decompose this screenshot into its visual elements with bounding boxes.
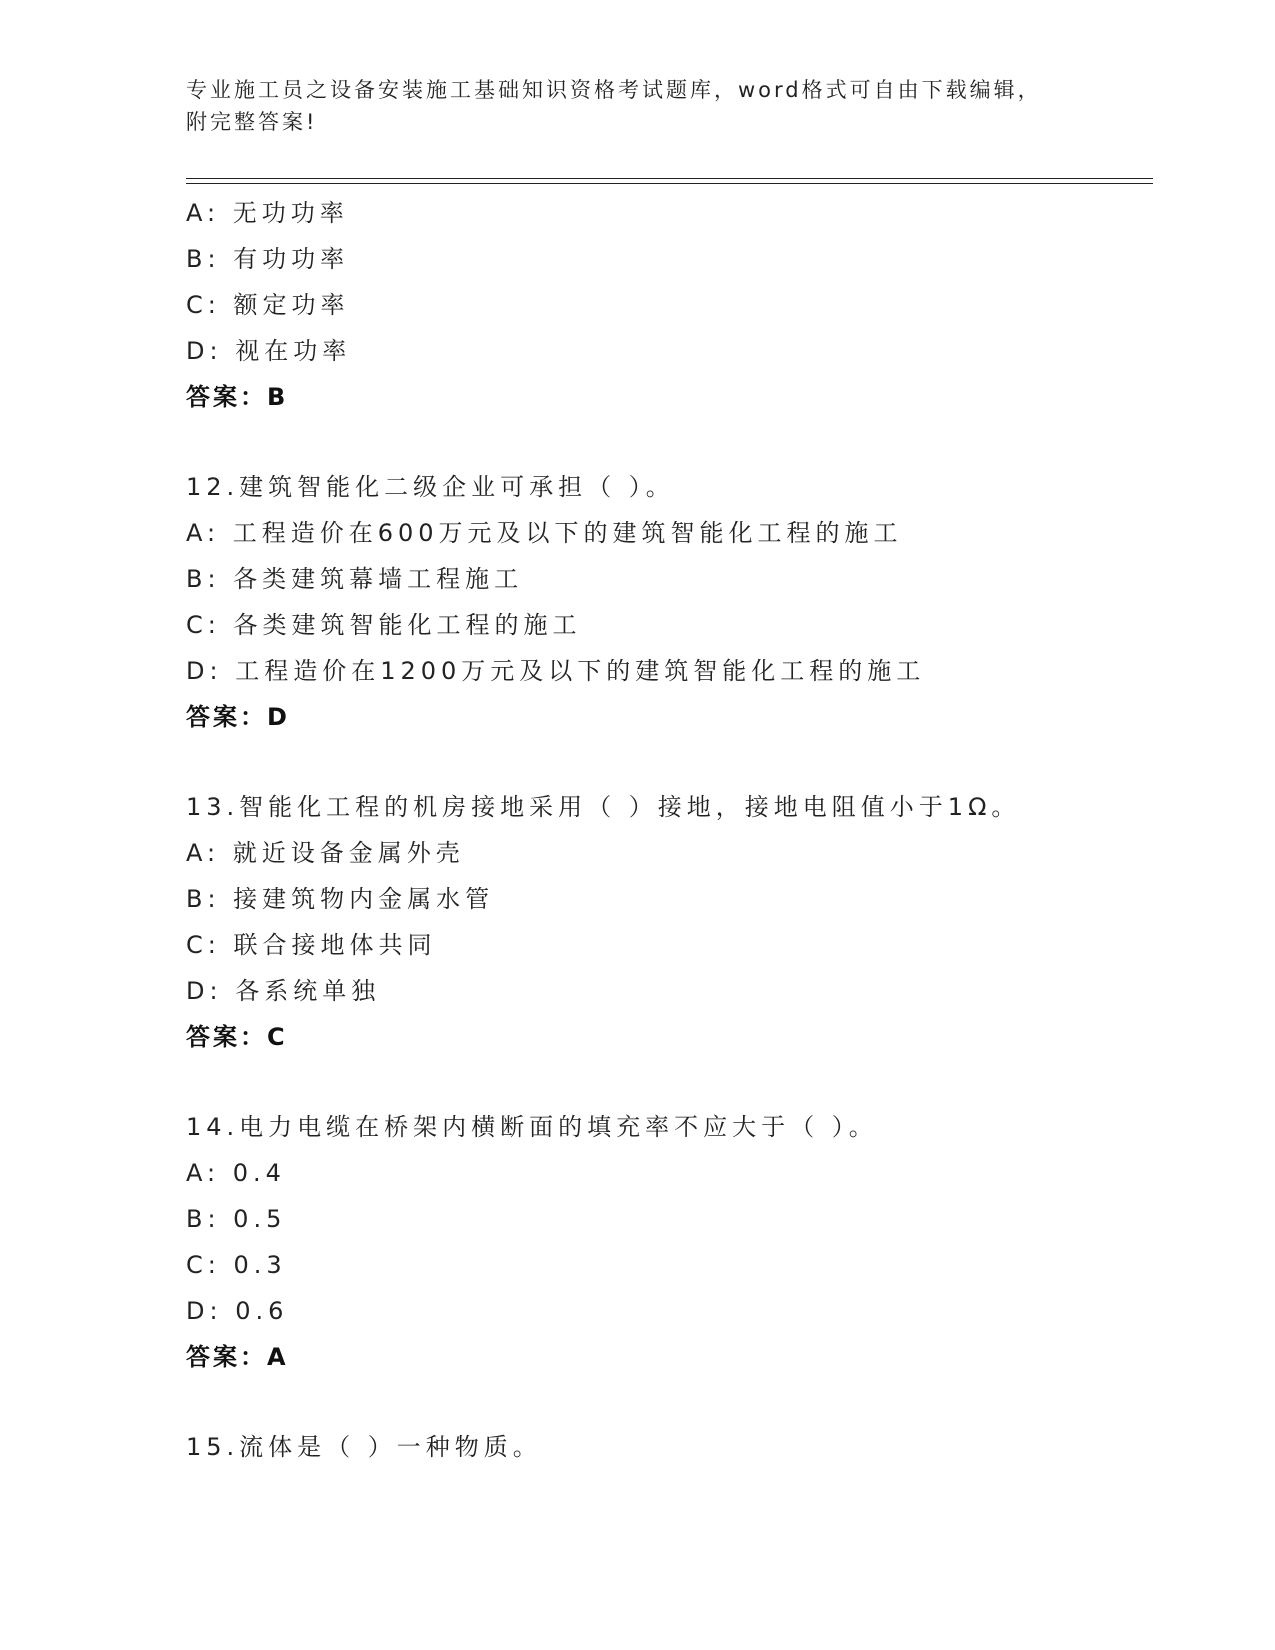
option-d: D: 0.6	[186, 1297, 289, 1325]
option-c: C: 联合接地体共同	[186, 931, 437, 959]
option-d: D: 工程造价在1200万元及以下的建筑智能化工程的施工	[186, 657, 926, 685]
question-14	[186, 1104, 1146, 1380]
answer: 答案：C	[186, 1023, 288, 1051]
spacer	[186, 1380, 1146, 1424]
header-line-2: 附完整答案!	[186, 110, 318, 134]
option-a: A: 就近设备金属外壳	[186, 839, 465, 867]
answer: 答案：B	[186, 383, 289, 411]
option-a: A: 工程造价在600万元及以下的建筑智能化工程的施工	[186, 519, 903, 547]
spacer	[186, 420, 1146, 464]
option-a: A: 0.4	[186, 1159, 286, 1187]
option-c: C: 各类建筑智能化工程的施工	[186, 611, 582, 639]
option-b: B: 接建筑物内金属水管	[186, 885, 495, 913]
question-list	[186, 190, 1146, 1470]
question-12	[186, 464, 1146, 740]
spacer	[186, 1060, 1146, 1104]
option-b: B: 0.5	[186, 1205, 287, 1233]
option-b: B: 各类建筑幕墙工程施工	[186, 565, 524, 593]
question-text: 14.电力电缆在桥架内横断面的填充率不应大于（ ）。	[186, 1113, 878, 1141]
question-15	[186, 1424, 1146, 1470]
question-text: 12.建筑智能化二级企业可承担（ ）。	[186, 473, 675, 501]
spacer	[186, 740, 1146, 784]
answer: 答案：A	[186, 1343, 289, 1371]
question-text: 15.流体是（ ）一种物质。	[186, 1433, 542, 1461]
answer: 答案：D	[186, 703, 290, 731]
header-divider-bottom	[186, 183, 1153, 184]
question-11	[186, 190, 1146, 420]
option-a: A: 无功功率	[186, 199, 349, 227]
question-13	[186, 784, 1146, 1060]
header-divider-top	[186, 178, 1153, 179]
option-d: D: 各系统单独	[186, 977, 381, 1005]
question-text: 13.智能化工程的机房接地采用（ ）接地，接地电阻值小于1Ω。	[186, 793, 1021, 821]
header-line-1: 专业施工员之设备安装施工基础知识资格考试题库，word格式可自由下载编辑，	[186, 78, 1042, 102]
option-c: C: 额定功率	[186, 291, 350, 319]
option-d: D: 视在功率	[186, 337, 352, 365]
option-c: C: 0.3	[186, 1251, 287, 1279]
document-header	[186, 74, 1086, 138]
option-b: B: 有功功率	[186, 245, 350, 273]
